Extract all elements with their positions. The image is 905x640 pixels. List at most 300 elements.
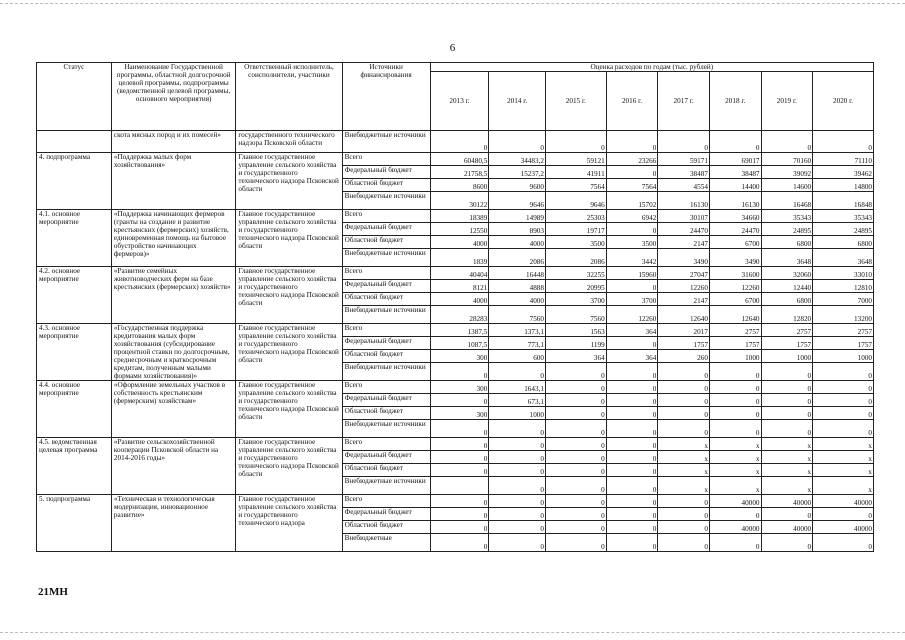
value-cell: 1000 [813,350,874,363]
row-source: Внебюджетные источники [342,420,430,438]
value-cell: 12550 [430,223,489,236]
value-cell: 40000 [813,495,874,508]
value-cell: 4000 [430,236,489,249]
value-cell: 1373,1 [489,324,546,337]
value-cell: 34660 [709,210,761,223]
value-cell: 14600 [761,179,813,192]
header-estimate: Оценка расходов по годам (тыс. рублей) [430,63,873,72]
value-cell: 59121 [545,153,606,166]
value-cell: 20995 [545,280,606,293]
scan-edge-top [0,3,905,4]
header-executor: Ответственный исполнитель, соисполнители, участники [236,63,342,131]
row-source: Внебюджетные [342,534,430,552]
row-status: 4. подпрограмма [37,153,112,210]
value-cell: 0 [606,477,658,495]
value-cell: 0 [606,363,658,381]
value-cell: 0 [489,534,546,552]
value-cell: 69017 [709,153,761,166]
row-source: Федеральный бюджет [342,451,430,464]
table-row [37,381,874,394]
row-name: «Развитие семейных животноводческих ферм на базе крестьянских (фермерских) хозяйств» [111,267,235,324]
value-cell: 15237,2 [489,166,546,179]
row-executor: Главное государственное управление сельского хозяйства и государственного технического надзора Псковской области [236,153,342,210]
value-cell: 2147 [658,293,710,306]
value-cell: 0 [489,477,546,495]
value-cell: 1000 [489,407,546,420]
value-cell: 60480,5 [430,153,489,166]
value-cell: 12640 [658,306,710,324]
value-cell: 0 [489,438,546,451]
value-cell: 24895 [813,223,874,236]
value-cell: 2147 [658,236,710,249]
row-executor: Главное государственное управление сельского хозяйства и государственного технического надзора Псковской области [236,381,342,438]
value-cell: 12810 [813,280,874,293]
value-cell: 12260 [606,306,658,324]
row-status: 4.3. основное мероприятие [37,324,112,381]
value-cell: 23266 [606,153,658,166]
value-cell: 0 [658,394,710,407]
row-source: Всего [342,267,430,280]
value-cell: 16448 [489,267,546,280]
header-name: Наименование Государственной программы, областной долгосрочной целевой программы, подпрограммы (ведомственной целевой программы, основного мероприятия) [111,63,235,131]
header-sources: Источники финансирования [342,63,430,131]
value-cell: 0 [489,521,546,534]
value-cell: 35343 [761,210,813,223]
value-cell: 0 [606,451,658,464]
value-cell: 2757 [709,324,761,337]
value-cell: 364 [606,324,658,337]
value-cell: x [761,477,813,495]
row-source: Всего [342,324,430,337]
value-cell: 0 [813,363,874,381]
value-cell: 1199 [545,337,606,350]
value-cell: 0 [430,420,489,438]
value-cell: 15702 [606,192,658,210]
value-cell: 2086 [545,249,606,267]
value-cell: 0 [658,363,710,381]
value-cell: 3442 [606,249,658,267]
value-cell: 25303 [545,210,606,223]
value-cell: 0 [489,464,546,477]
row-executor: Главное государственное управление сельского хозяйства и государственного технического надзора Псковской области [236,324,342,381]
value-cell: 0 [489,363,546,381]
header-year: 2020 г. [813,72,874,131]
value-cell: 2086 [489,249,546,267]
value-cell: 300 [430,350,489,363]
scan-edge-bottom [0,632,905,633]
row-source: Областной бюджет [342,407,430,420]
value-cell: 6700 [709,236,761,249]
value-cell: x [709,438,761,451]
value-cell: 12260 [709,280,761,293]
value-cell: 0 [489,495,546,508]
table-row [37,324,874,337]
row-executor: Главное государственное управление сельского хозяйства и государственного технического надзора Псковской области [236,267,342,324]
value-cell: 0 [658,407,710,420]
value-cell: 3490 [658,249,710,267]
table-row [37,153,874,166]
value-cell: 39092 [761,166,813,179]
value-cell: 0 [709,381,761,394]
value-cell: 300 [430,381,489,394]
value-cell: 28283 [430,306,489,324]
value-cell: 0 [489,451,546,464]
value-cell: 0 [606,438,658,451]
value-cell: 1087,5 [430,337,489,350]
value-cell: 0 [545,394,606,407]
row-name: «Развитие сельскохозяйственной кооперации Псковской области на 2014-2016 годы» [111,438,235,495]
value-cell: 31600 [709,267,761,280]
value-cell: x [658,477,710,495]
value-cell: 14400 [709,179,761,192]
row-status: 5. подпрограмма [37,495,112,552]
value-cell: 0 [606,131,658,153]
value-cell: 35343 [813,210,874,223]
value-cell: 0 [813,407,874,420]
row-source: Всего [342,153,430,166]
value-cell: 16468 [761,192,813,210]
value-cell: 30122 [430,192,489,210]
value-cell: 1643,1 [489,381,546,394]
value-cell: 1839 [430,249,489,267]
row-status: 4.4. основное мероприятие [37,381,112,438]
value-cell: 0 [606,534,658,552]
value-cell: 0 [430,438,489,451]
value-cell: 12440 [761,280,813,293]
value-cell: x [761,438,813,451]
value-cell: 0 [813,534,874,552]
value-cell: 15960 [606,267,658,280]
row-source: Внебюджетные источники [342,477,430,495]
row-source: Федеральный бюджет [342,166,430,179]
value-cell: 0 [545,407,606,420]
value-cell: 7560 [489,306,546,324]
row-name: «Поддержка начинающих фермеров (гранты на создание и развитие крестьянских (фермерских) хозяйств, единовременная помощь на бытовое обустройство начинающих фермеров)» [111,210,235,267]
value-cell: 0 [430,521,489,534]
table-row [37,495,874,508]
value-cell: 34483,2 [489,153,546,166]
value-cell: 0 [761,381,813,394]
row-source: Внебюджетные источники [342,192,430,210]
value-cell: 0 [606,508,658,521]
value-cell: 19717 [545,223,606,236]
value-cell: 4554 [658,179,710,192]
value-cell: 12820 [761,306,813,324]
value-cell: 16130 [709,192,761,210]
value-cell: 1757 [813,337,874,350]
value-cell: 3648 [761,249,813,267]
row-executor: Главное государственное управление сельского хозяйства и государственного технического надзора [236,495,342,552]
value-cell: 4888 [489,280,546,293]
row-source: Внебюджетные источники [342,363,430,381]
row-status: 4.2. основное мероприятие [37,267,112,324]
value-cell: 41911 [545,166,606,179]
value-cell: 0 [709,420,761,438]
value-cell: 1387,5 [430,324,489,337]
value-cell: 32060 [761,267,813,280]
value-cell: 0 [545,534,606,552]
page-number: 6 [449,42,456,54]
value-cell: 39462 [813,166,874,179]
value-cell: 8600 [430,179,489,192]
value-cell: 40000 [709,495,761,508]
value-cell: 6700 [709,293,761,306]
value-cell: 0 [606,420,658,438]
value-cell: 7564 [606,179,658,192]
value-cell: 0 [430,451,489,464]
value-cell: 600 [489,350,546,363]
value-cell: 0 [761,534,813,552]
value-cell: 0 [545,464,606,477]
value-cell: 0 [430,464,489,477]
value-cell: 0 [606,394,658,407]
value-cell: 16848 [813,192,874,210]
value-cell: 0 [761,394,813,407]
value-cell: 0 [545,521,606,534]
value-cell: 30107 [658,210,710,223]
row-executor: государственного технического надзора Псковской области [236,131,342,153]
value-cell: 38487 [658,166,710,179]
value-cell: 0 [606,166,658,179]
row-source: Всего [342,210,430,223]
value-cell: 0 [606,381,658,394]
row-name: «Оформление земельных участков в собственность крестьянским (фермерским) хозяйствам» [111,381,235,438]
value-cell: 0 [606,280,658,293]
value-cell: 0 [430,363,489,381]
value-cell: 0 [606,337,658,350]
value-cell: 1757 [709,337,761,350]
value-cell: x [658,451,710,464]
value-cell: 40000 [813,521,874,534]
value-cell: 0 [658,381,710,394]
value-cell: 12260 [658,280,710,293]
value-cell: 0 [545,508,606,521]
value-cell: 364 [545,350,606,363]
row-source: Федеральный бюджет [342,223,430,236]
value-cell: 70160 [761,153,813,166]
value-cell: x [761,451,813,464]
value-cell: x [813,451,874,464]
value-cell: 0 [545,451,606,464]
value-cell: 40404 [430,267,489,280]
row-executor: Главное государственное управление сельского хозяйства и государственного технического надзора Псковской области [236,438,342,495]
value-cell: 0 [709,394,761,407]
value-cell: 0 [606,521,658,534]
value-cell: 0 [489,508,546,521]
row-source: Внебюджетные источники [342,131,430,153]
value-cell: 12640 [709,306,761,324]
value-cell: 1757 [761,337,813,350]
header-year: 2014 г. [489,72,546,131]
row-name: «Поддержка малых форм хозяйствования» [111,153,235,210]
value-cell: 24470 [709,223,761,236]
value-cell: 0 [658,521,710,534]
value-cell: 0 [606,407,658,420]
value-cell: 1000 [709,350,761,363]
value-cell: 4000 [430,293,489,306]
value-cell: 0 [545,131,606,153]
row-source: Областной бюджет [342,293,430,306]
value-cell: 40000 [761,495,813,508]
row-source: Внебюджетные источники [342,306,430,324]
value-cell: 3648 [813,249,874,267]
value-cell: 0 [489,420,546,438]
row-name: скота мясных пород и их помесей» [111,131,235,153]
value-cell: x [761,464,813,477]
row-source: Федеральный бюджет [342,280,430,293]
value-cell: 7560 [545,306,606,324]
value-cell: x [813,438,874,451]
header-year: 2013 г. [430,72,489,131]
value-cell: 773,1 [489,337,546,350]
value-cell: 0 [545,381,606,394]
row-name: «Техническая и технологическая модернизация, инновационное развитие» [111,495,235,552]
value-cell: 3700 [606,293,658,306]
value-cell: 0 [813,420,874,438]
value-cell: 24470 [658,223,710,236]
row-executor: Главное государственное управление сельского хозяйства и государственного технического надзора Псковской области [236,210,342,267]
value-cell: 0 [658,420,710,438]
value-cell: 0 [606,495,658,508]
value-cell: 0 [709,131,761,153]
value-cell: 364 [606,350,658,363]
value-cell: 0 [761,363,813,381]
row-status: 4.1. основное мероприятие [37,210,112,267]
value-cell: 9646 [545,192,606,210]
value-cell: 0 [658,495,710,508]
value-cell: 18389 [430,210,489,223]
value-cell: 0 [606,464,658,477]
value-cell: 0 [545,363,606,381]
value-cell: 33010 [813,267,874,280]
footer-code: 21МН [38,586,68,598]
value-cell: 14989 [489,210,546,223]
value-cell: 0 [545,420,606,438]
value-cell: 2017 [658,324,710,337]
value-cell: 1757 [658,337,710,350]
value-cell: 0 [709,534,761,552]
value-cell: 0 [658,508,710,521]
value-cell: 59171 [658,153,710,166]
value-cell: x [813,477,874,495]
header-year: 2017 г. [658,72,710,131]
table-body [37,131,874,552]
header-year: 2016 г. [606,72,658,131]
value-cell: 0 [545,477,606,495]
value-cell: 6800 [761,236,813,249]
value-cell: 260 [658,350,710,363]
row-source: Областной бюджет [342,464,430,477]
row-status [37,131,112,153]
value-cell: 0 [709,407,761,420]
value-cell: 2757 [813,324,874,337]
value-cell: x [658,464,710,477]
value-cell: 3500 [545,236,606,249]
value-cell: 0 [813,508,874,521]
value-cell: 32255 [545,267,606,280]
value-cell: 0 [709,508,761,521]
value-cell: 1563 [545,324,606,337]
table-row [37,438,874,451]
value-cell: 0 [430,394,489,407]
row-source: Областной бюджет [342,521,430,534]
value-cell: x [658,438,710,451]
value-cell: 4000 [489,293,546,306]
value-cell: 9646 [489,192,546,210]
value-cell: x [813,464,874,477]
value-cell: 0 [545,438,606,451]
row-source: Областной бюджет [342,236,430,249]
value-cell: x [709,464,761,477]
value-cell: 71110 [813,153,874,166]
value-cell: 1000 [761,350,813,363]
row-source: Всего [342,381,430,394]
value-cell: 8903 [489,223,546,236]
value-cell: 0 [606,223,658,236]
value-cell: 0 [658,534,710,552]
row-source: Федеральный бюджет [342,508,430,521]
value-cell: 14800 [813,179,874,192]
table-row [37,267,874,280]
value-cell: 0 [658,131,710,153]
value-cell: 3500 [606,236,658,249]
table-row [37,131,874,153]
header-year: 2018 г. [709,72,761,131]
value-cell: 4000 [489,236,546,249]
value-cell: 6800 [813,236,874,249]
value-cell: 13200 [813,306,874,324]
row-source: Федеральный бюджет [342,394,430,407]
value-cell: 16130 [658,192,710,210]
value-cell: 38487 [709,166,761,179]
row-source: Областной бюджет [342,179,430,192]
value-cell: 27047 [658,267,710,280]
value-cell: 673,1 [489,394,546,407]
value-cell: 6942 [606,210,658,223]
value-cell: 7564 [545,179,606,192]
value-cell: x [709,477,761,495]
value-cell: 0 [761,131,813,153]
value-cell: 0 [430,534,489,552]
value-cell: 0 [813,394,874,407]
value-cell: 300 [430,407,489,420]
value-cell: 0 [761,407,813,420]
value-cell: 8121 [430,280,489,293]
value-cell: 0 [430,508,489,521]
value-cell: 0 [709,363,761,381]
header-year: 2015 г. [545,72,606,131]
value-cell: 3490 [709,249,761,267]
value-cell: 40000 [709,521,761,534]
value-cell [430,477,489,495]
value-cell: 21758,5 [430,166,489,179]
value-cell: 0 [430,495,489,508]
value-cell: 9600 [489,179,546,192]
value-cell: 0 [761,420,813,438]
row-source: Областной бюджет [342,350,430,363]
row-source: Внебюджетные источники [342,249,430,267]
value-cell: 0 [430,131,489,153]
value-cell: 0 [489,131,546,153]
header-status: Статус [37,63,112,131]
value-cell: 0 [813,131,874,153]
value-cell: 7000 [813,293,874,306]
value-cell: 0 [545,495,606,508]
value-cell: 0 [813,381,874,394]
value-cell: 24895 [761,223,813,236]
row-source: Всего [342,438,430,451]
row-name: «Государственная поддержка кредитования малых форм хозяйствования (субсидирование процентной ставки по долгосрочным, среднесрочным и краткосрочным кредитам, полученным малыми формами хозяйствования)» [111,324,235,381]
